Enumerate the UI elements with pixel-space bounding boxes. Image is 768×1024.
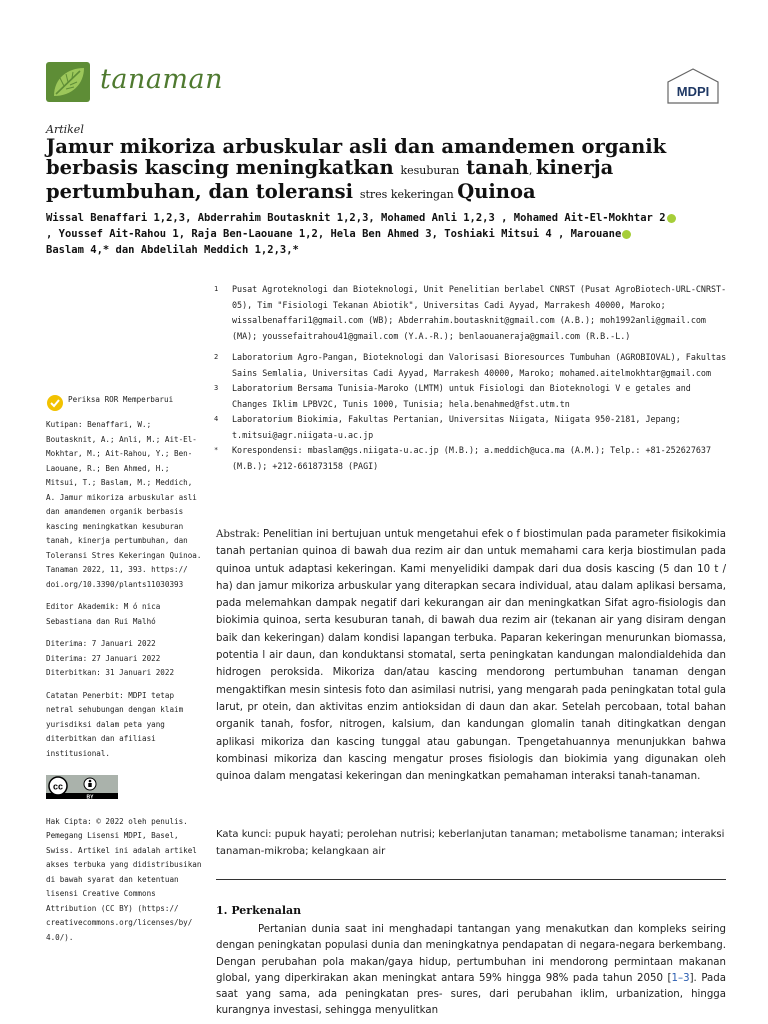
abstract-label: Abstrak: xyxy=(216,529,260,540)
journal-name: tanaman xyxy=(100,64,224,95)
author-list xyxy=(46,210,726,258)
date-received: Diterima: 7 Januari 2022 xyxy=(46,639,156,648)
date-accepted: Diterima: 27 Januari 2022 xyxy=(46,653,161,663)
abstract xyxy=(216,526,726,785)
citation: Kutipan: Benaffari, W.; Boutasknit, A.; Anli, M.; Ait-El-Mokhtar, M.; Ait-Rahou, Y.; Ben-Laouane, R.; Ben Ahmed, H.; Mitsui, T.; Baslam, M.; Meddich, A. Jamur mikoriza arbuskular asli dan amandemen organik berbasis kascing meningkatkan kesuburan tanah, kinerja pertumbuhan, dan Toleransi Stres Kekeringan Quinoa. Tanaman 2022, 11, 393. https:// doi.org/10.3390/plants11030393 xyxy=(46,420,202,589)
article-type: Artikel xyxy=(46,123,84,136)
leaf-logo-icon xyxy=(46,62,90,102)
orcid-icon[interactable] xyxy=(622,230,631,239)
section-divider xyxy=(216,879,726,880)
citation-ref-link[interactable]: 1–3 xyxy=(671,972,690,984)
affiliation-item: 1 Pusat Agroteknologi dan Bioteknologi, Unit Penelitian berlabel CNRST (Pusat AgroBiotech-URL-CNRST-05), Tim "Fisiologi Tekanan Abiotik", Universitas Cadi Ayyad, Marrakesh 40000, Maroko; wissalbenaffari1@gmail.com (WB); Abderrahim.boutasknit@gmail.com (A.B.); moh1992anli@gmail.com (MA); youssefaitrahou41@gmail.com (Y.A.-R.); benlaouaneraja@gmail.com (R.B.-L.) xyxy=(214,284,727,341)
author-line: , Youssef Ait-Rahou 1, Raja Ben-Laouane 1,2, Hela Ben Ahmed 3, Toshiaki Mitsui 4 , Marouane xyxy=(46,226,726,242)
check-updates-link[interactable]: Periksa ROR Memperbarui xyxy=(46,394,204,412)
check-for-updates-icon xyxy=(46,394,64,412)
author-line: Baslam 4,* dan Abdelilah Meddich 1,2,3,* xyxy=(46,244,299,256)
abstract-text: Penelitian ini bertujuan untuk mengetahui efek o f biostimulan pada parameter fisikokimia tanah pertanian quinoa di bawah dua rezim air dan untuk memahami cara kerja biostimulan pada quinoa untuk adaptasi kekeringan. Kami menyelidiki dampak dari dua dosis kascing (5 dan 10 t / ha) dan jamur mikoriza arbuskular yang diterapkan secara individual, atau dalam aplikasi bersama, pada melemahkan dampak negatif dari kekurangan air dan meningkatkan Sifat agro-fisiologis dan biokimia quinoa, serta kesuburan tanah, di bawah dua rezim air (tekanan air yang disiram dengan baik dan kekeringan) dalam kondisi lapangan terbuka. Paparan kekeringan menurunkan biomassa, potentia l air daun, dan konduktansi stomatal, serta peningkatan kandungan malondialdehida dan hidrogen peroksida. Mikoriza dan/atau kascing mendorong pertumbuhan tanaman dengan mengaktifkan mesin sintesis foto dan asimilasi nutrisi, yang mengarah pada peningkatan total gula larut, pr otein, dan aktivitas enzim antioksidan di daun dan akar. Setelah percobaan, total bahan organik tanah, fosfor, nitrogen, kalsium, dan kandungan glomalin tanah ditingkatkan dengan aplikasi mikoriza dan kascing tunggal atau gabungan. Tpengetahuannya menunjukkan bahwa kombinasi mikoriza dan kascing mengatur proses fisiologis dan biokimia yang digunakan oleh quinoa dalam mengatasi kekeringan dan meningkatkan pemahaman interaksi tanah-tanaman. xyxy=(216,529,726,783)
introduction-paragraph: Pertanian dunia saat ini menghadapi tantangan yang menakutkan dan kompleks seiring dengan peningkatan populasi dunia dan meningkatnya pendapatan di negara-negara berkembang. Dengan perubahan pola makan/gaya hidup, pertumbuhan ini mendorong permintaan makanan global, yang diperkirakan akan meningkat antara 59% hingga 98% pada tahun 2050 [1–3]. Pada saat yang sama, ada peningkatan pres- sures, dari perubahan iklim, urbanization, hingga kurangnya investasi, sehingga menyulitkan xyxy=(216,924,726,1017)
publisher-note: Catatan Penerbit: MDPI tetap netral sehubungan dengan klaim yurisdiksi dalam peta yang diterbitkan dan afiliasi institusional. xyxy=(46,690,184,758)
affiliation-item: 3 Laboratorium Bersama Tunisia-Maroko (LMTM) untuk Fisiologi dan Bioteknologi V e getales and Changes Iklim LPBV2C, Tunis 1000, Tunisia; hela.benahmed@fst.utm.tn xyxy=(214,383,691,409)
section-heading: 1. Perkenalan xyxy=(216,904,302,917)
journal-header xyxy=(46,60,726,108)
affiliation-item: 4 Laboratorium Biokimia, Fakultas Pertanian, Universitas Niigata, Niigata 950-2181, Jepang; t.mitsui@agr.niigata-u.ac.jp xyxy=(214,414,681,440)
academic-editor: Editor Akademik: M ó nica Sebastiana dan Rui Malhó xyxy=(46,602,161,626)
article-title: Jamur mikoriza arbuskular asli dan amandemen organik berbasis kascing meningkatkan kesuburan tanah, kinerja pertumbuhan, dan toleransi stres kekeringan Quinoa xyxy=(46,135,667,203)
affiliations xyxy=(214,282,729,474)
cc-by-license-icon[interactable] xyxy=(46,775,118,799)
svg-text:MDPI: MDPI xyxy=(676,84,710,99)
cc-symbol: cc xyxy=(52,781,64,792)
keywords xyxy=(216,826,726,860)
orcid-icon[interactable] xyxy=(667,214,676,223)
dates xyxy=(46,637,204,681)
by-symbol: BY xyxy=(86,794,94,799)
keywords-text: pupuk hayati; perolehan nutrisi; keberlanjutan tanaman; metabolisme tanaman; interaksi tanaman-mikroba; kelangkaan air xyxy=(216,829,725,857)
author-line: Wissal Benaffari 1,2,3, Abderrahim Boutasknit 1,2,3, Mohamed Anli 1,2,3 , Mohamed Ait-El-Mokhtar 2 xyxy=(46,210,726,226)
correspondence: * Korespondensi: mbaslam@gs.niigata-u.ac.jp (M.B.); a.meddich@uca.ma (A.M.); Telp.: +81-252627637 (M.B.); +212-661873158 (PAGI) xyxy=(214,445,712,471)
affiliation-item: 2 Laboratorium Agro-Pangan, Bioteknologi dan Valorisasi Bioresources Tumbuhan (AGROBIOVAL), Fakultas Sains Semlalia, Universitas Cadi Ayyad, Marrakesh 40000, Maroko; mohamed.aitelmokhtar@gmail.com xyxy=(214,352,727,378)
copyright-notice: Hak Cipta: © 2022 oleh penulis. Pemegang Lisensi MDPI, Basel, Swiss. Artikel ini adalah artikel akses terbuka yang didistribusikan di bawah syarat dan ketentuan lisensi Creative Commons Attribution (CC BY) (https:// creativecommons.org/licenses/by/ 4.0/). xyxy=(46,816,202,942)
keywords-label: Kata kunci: xyxy=(216,829,272,840)
article-sidebar xyxy=(46,394,204,953)
mdpi-logo xyxy=(666,68,720,104)
date-published: Diterbitkan: 31 Januari 2022 xyxy=(46,668,175,677)
